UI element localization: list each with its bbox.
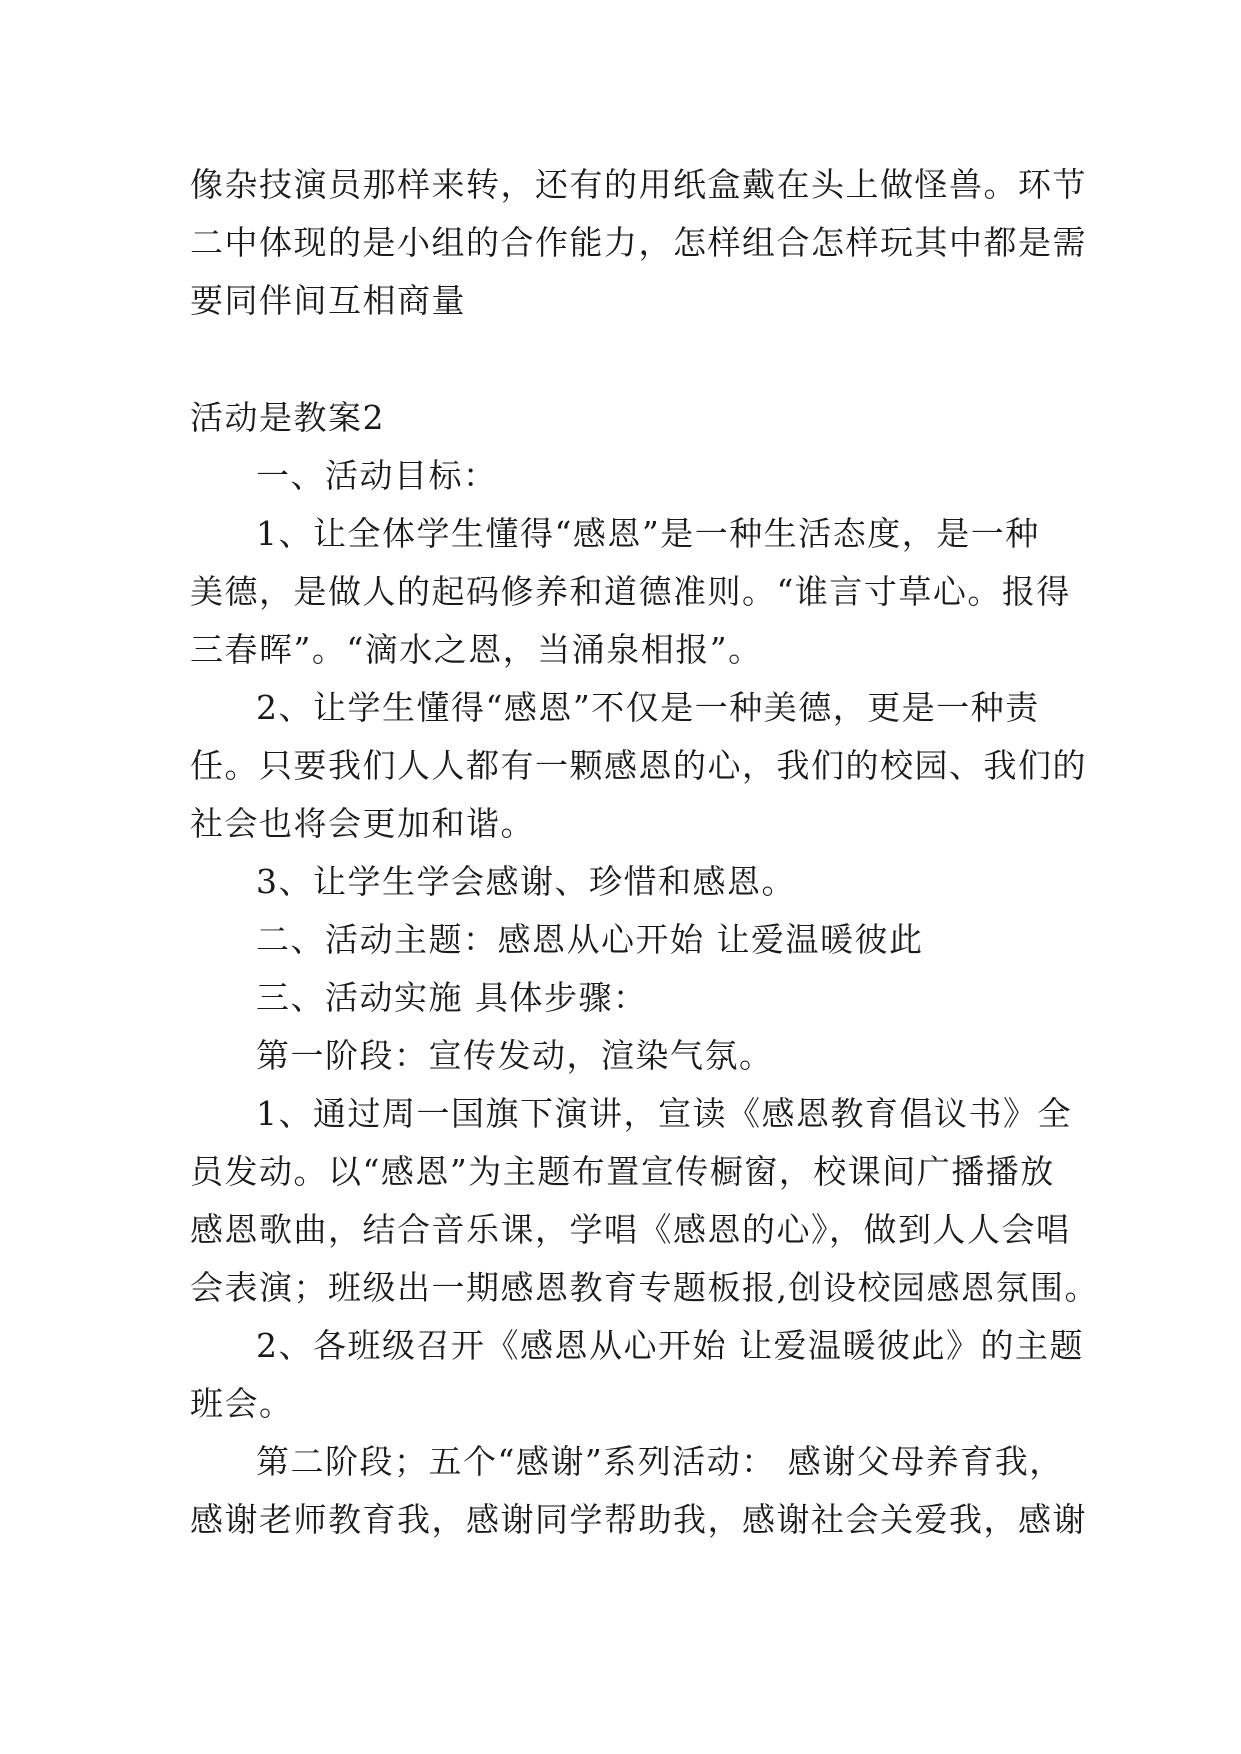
text-line: 3、让学生学会感谢、珍惜和感恩。 [256,862,796,901]
text-line: 要同伴间互相商量 [190,281,466,320]
text-line: 第一阶段：宣传发动，渲染气氛。 [256,1036,774,1075]
text-line: 1、通过周一国旗下演讲，宣读《感恩教育倡议书》全 [256,1094,1072,1133]
text-line: 会表演；班级出一期感恩教育专题板报,创设校园感恩氛围。 [190,1268,1099,1307]
section-heading: 活动是教案2 [190,398,385,437]
text-line: 像杂技演员那样来转，还有的用纸盒戴在头上做怪兽。环节 [190,165,1087,204]
text-line: 三春晖”。“滴水之恩，当涌泉相报”。 [190,630,763,669]
text-line: 班会。 [190,1384,294,1423]
text-line: 第二阶段；五个“感谢”系列活动： 感谢父母养育我， [256,1442,1064,1481]
text-line: 任。只要我们人人都有一颗感恩的心，我们的校园、我们的 [190,746,1087,785]
text-line: 2、各班级召开《感恩从心开始 让爱温暖彼此》的主题 [256,1326,1084,1365]
text-line: 1、让全体学生懂得“感恩”是一种生活态度，是一种 [256,514,1040,553]
text-line: 三、活动实施 具体步骤： [256,978,648,1017]
text-line: 员发动。以“感恩”为主题布置宣传橱窗，校课间广播播放 [190,1152,1055,1191]
text-line: 一、活动目标： [256,456,498,495]
text-line: 美德，是做人的起码修养和道德准则。“谁言寸草心。报得 [190,572,1071,611]
text-line: 感恩歌曲，结合音乐课，学唱《感恩的心》，做到人人会唱 [190,1210,1071,1249]
text-line: 感谢老师教育我，感谢同学帮助我，感谢社会关爱我，感谢 [190,1500,1087,1539]
text-line: 社会也将会更加和谐。 [190,804,535,843]
text-line: 二、活动主题：感恩从心开始 让爱温暖彼此 [256,920,924,959]
text-line: 2、让学生懂得“感恩”不仅是一种美德，更是一种责 [256,688,1040,727]
text-line: 二中体现的是小组的合作能力，怎样组合怎样玩其中都是需 [190,223,1087,262]
